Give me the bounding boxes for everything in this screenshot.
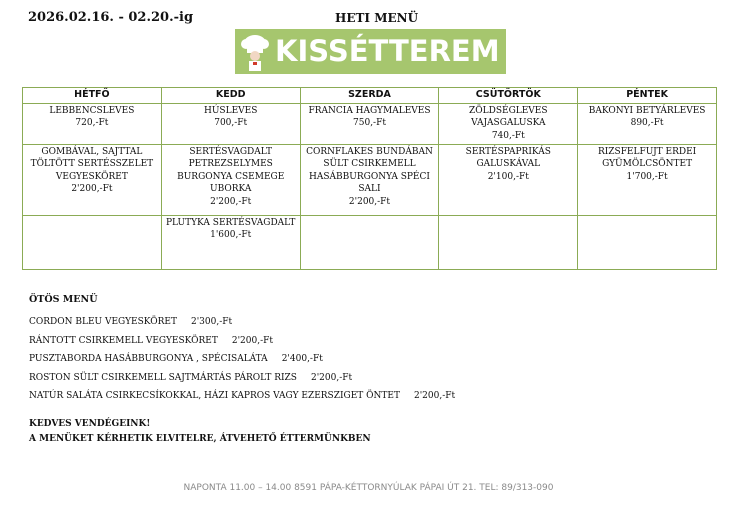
dish-price: 2'100,-Ft [487, 171, 529, 182]
day-header: KEDD [161, 88, 300, 104]
table-row [23, 215, 717, 269]
dish-name: CORNFLAKES BUNDÁBAN SÜLT CSIRKEMELL HASÁBBURGONYA SPÉCI SALI [306, 146, 433, 194]
day-header: SZERDA [300, 88, 439, 104]
table-header-row [23, 88, 717, 104]
dish-name: ZÖLDSÉGLEVES VAJASGALUSKA [469, 105, 548, 128]
date-range: 2026.02.16. - 02.20.-ig [28, 10, 194, 25]
menu-cell [23, 103, 162, 144]
fixed-menu-item [29, 391, 455, 401]
day-header: PÉNTEK [578, 88, 717, 104]
guest-note-heading: KEDVES VENDÉGEINK! [29, 419, 151, 429]
dish-name: FRANCIA HAGYMALEVES [308, 105, 431, 116]
dish-name: BAKONYI BETYÁRLEVES [588, 105, 706, 116]
guest-note-text: A MENÜKET KÉRHETIK ELVITELRE, ÁTVEHETŐ ÉTTERMÜNKBEN [29, 434, 371, 444]
fixed-item-price: 2'400,-Ft [281, 354, 323, 364]
menu-cell [300, 103, 439, 144]
day-header: HÉTFŐ [23, 88, 162, 104]
fixed-item-price: 2'300,-Ft [190, 317, 233, 327]
fixed-item-name: PUSZTABORDA HASÁBBURGONYA , SPÉCISALÁTA [29, 354, 268, 364]
table-row [23, 103, 717, 144]
fixed-item-name: RÁNTOTT CSIRKEMELL VEGYESKÖRET [29, 336, 218, 346]
menu-cell [439, 215, 578, 269]
dish-price: 890,-Ft [630, 118, 664, 128]
menu-cell [300, 215, 439, 269]
fixed-menu-item [29, 336, 273, 346]
table-row [23, 144, 717, 215]
fixed-item-price: 2'200,-Ft [231, 336, 273, 346]
menu-cell [578, 215, 717, 269]
menu-cell [23, 144, 162, 215]
logo-text: KISSÉTTEREM [275, 34, 500, 68]
menu-cell [161, 215, 300, 269]
dish-name: GOMBÁVAL, SAJTTAL TÖLTÖTT SERTÉSSZELET VEGYESKÖRET [30, 146, 154, 182]
fixed-item-name: ROSTON SÜLT CSIRKEMELL SAJTMÁRTÁS PÁROLT RIZS [29, 373, 297, 383]
menu-cell [161, 103, 300, 144]
weekly-menu-table [22, 87, 717, 270]
menu-cell [578, 103, 717, 144]
fixed-item-price: 2'200,-Ft [413, 391, 456, 401]
menu-cell [439, 103, 578, 144]
dish-name: RIZSFELFUJT ERDEI GYÜMÖLCSÖNTET [597, 146, 697, 169]
dish-price: 2'200,-Ft [348, 196, 391, 207]
dish-price: 1'600,-Ft [210, 230, 252, 240]
menu-cell [578, 144, 717, 215]
menu-cell [23, 215, 162, 269]
menu-cell [161, 144, 300, 215]
day-header: CSÜTÖRTÖK [439, 88, 578, 104]
restaurant-logo [235, 29, 506, 74]
dish-price: 1'700,-Ft [626, 171, 668, 182]
fixed-menu-item [29, 373, 352, 383]
dish-name: SERTÉSVAGDALT PETREZSELYMES BURGONYA CSEMEGE UBORKA [177, 146, 285, 194]
footer-info: NAPONTA 11.00 – 14.00 8591 PÁPA-KÉTTORNYÚLAK PÁPAI ÚT 21. TEL: 89/313-090 [183, 483, 554, 493]
dish-name: HÚSLEVES [204, 105, 258, 116]
fixed-menu-item [29, 317, 232, 327]
dish-price: 700,-Ft [214, 118, 248, 128]
page-title: HETI MENÜ [335, 11, 419, 25]
fixed-menu-title: ÖTÖS MENÜ [29, 294, 98, 305]
fixed-item-name: CORDON BLEU VEGYESKÖRET [29, 317, 177, 327]
dish-price: 2'200,-Ft [210, 196, 252, 207]
dish-name: PLUTYKA SERTÉSVAGDALT [165, 217, 296, 228]
dish-price: 740,-Ft [491, 130, 525, 141]
dish-price: 750,-Ft [353, 118, 386, 128]
fixed-menu-item [29, 354, 323, 364]
menu-cell [300, 144, 439, 215]
dish-name: SERTÉSPAPRIKÁS GALUSKÁVAL [465, 146, 551, 169]
dish-name: LEBBENCSLEVES [49, 105, 135, 116]
menu-cell [439, 144, 578, 215]
fixed-item-price: 2'200,-Ft [310, 373, 353, 383]
dish-price: 2'200,-Ft [71, 184, 113, 194]
chef-hat-icon [235, 29, 275, 74]
fixed-item-name: NATÚR SALÁTA CSIRKECSÍKOKKAL, HÁZI KAPROS VAGY EZERSZIGET ÖNTET [29, 391, 400, 401]
dish-price: 720,-Ft [75, 118, 109, 128]
